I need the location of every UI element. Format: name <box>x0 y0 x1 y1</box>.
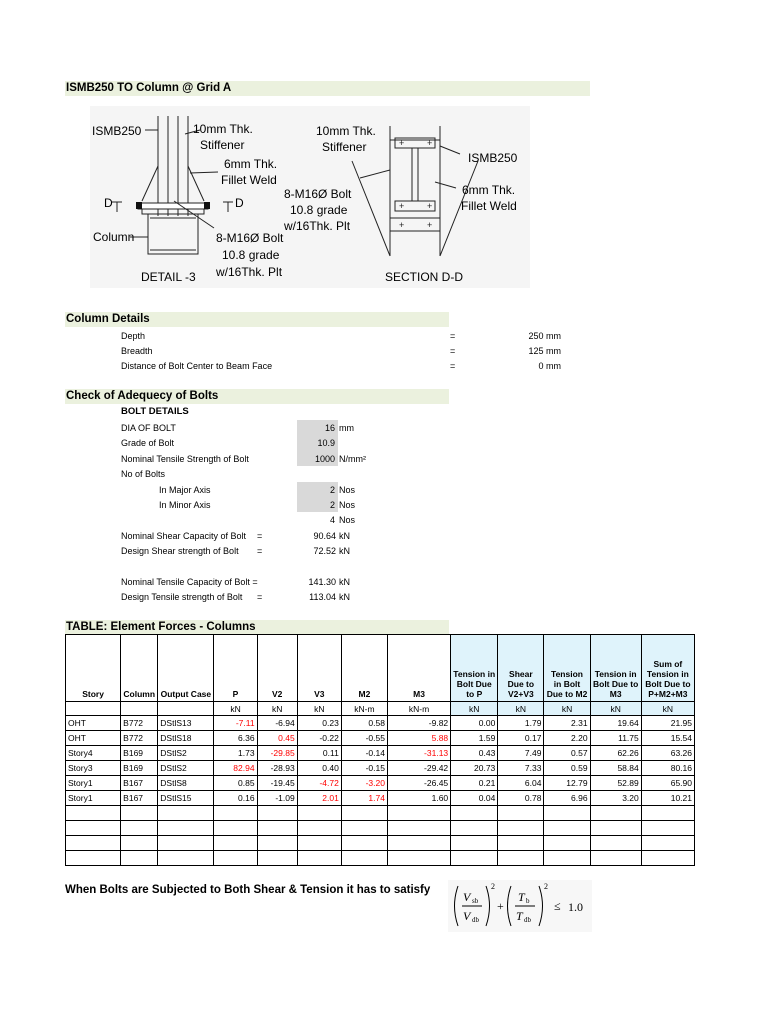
table-cell: -1.09 <box>257 791 297 806</box>
table-cell: 0.43 <box>451 746 498 761</box>
nominal-shear-eq: = <box>257 531 263 541</box>
svg-text:+: + <box>399 138 405 148</box>
element-forces-table <box>65 634 695 866</box>
table-cell: DStlS2 <box>158 761 214 776</box>
detail-weld-label-1: 6mm Thk. <box>224 157 278 171</box>
table-cell: B772 <box>121 731 158 746</box>
dia-unit: mm <box>339 423 354 433</box>
table-cell: 3.20 <box>590 791 641 806</box>
table-cell: -19.45 <box>257 776 297 791</box>
nominal-shear-unit: kN <box>339 531 350 541</box>
table-row <box>66 791 695 806</box>
table-units-row <box>66 702 695 716</box>
table-cell: 1.79 <box>498 716 544 731</box>
unit-cell: kN <box>257 702 297 716</box>
design-shear-unit: kN <box>339 546 350 556</box>
minor-axis-label: In Minor Axis <box>159 500 211 510</box>
table-cell: Story4 <box>66 746 121 761</box>
table-cell: 19.64 <box>590 716 641 731</box>
table-cell: B167 <box>121 776 158 791</box>
total-bolts-unit: Nos <box>339 515 356 525</box>
table-cell: -29.42 <box>387 761 450 776</box>
table-cell: 80.16 <box>641 761 694 776</box>
section-title-bolt-check: Check of Adequecy of Bolts <box>65 389 449 404</box>
table-cell: OHT <box>66 716 121 731</box>
header-column: Column <box>121 635 158 702</box>
table-cell: -7.11 <box>214 716 257 731</box>
bolt-distance-value: 0 mm <box>538 361 561 371</box>
nominal-tensile-value: 141.30 <box>308 577 336 587</box>
detail-stiffener-label-2: Stiffener <box>200 138 245 152</box>
bolt-details-subtitle: BOLT DETAILS <box>121 406 189 417</box>
section-title-connection: ISMB250 TO Column @ Grid A <box>65 81 590 96</box>
table-cell: 0.59 <box>544 761 590 776</box>
design-shear-value: 72.52 <box>313 546 336 556</box>
header-shear-v2v3: Shear Due to V2+V3 <box>498 635 544 702</box>
breadth-value: 125 mm <box>528 346 561 356</box>
header-m2: M2 <box>341 635 387 702</box>
header-tension-m3: Tension in Bolt Due to M3 <box>590 635 641 702</box>
design-shear-eq: = <box>257 546 263 556</box>
svg-text:+: + <box>427 220 433 230</box>
unit-cell <box>121 702 158 716</box>
unit-cell: kN <box>451 702 498 716</box>
bolt-distance-label: Distance of Bolt Center to Beam Face <box>121 361 273 371</box>
unit-cell: kN <box>214 702 257 716</box>
formula-vdb: V <box>463 909 471 923</box>
table-row <box>66 731 695 746</box>
table-cell: -6.94 <box>257 716 297 731</box>
section-title-column-details: Column Details <box>65 312 449 327</box>
header-m3: M3 <box>387 635 450 702</box>
header-tension-sum: Sum of Tension in Bolt Due to P+M2+M3 <box>641 635 694 702</box>
table-cell: DStlS15 <box>158 791 214 806</box>
no-of-bolts-label: No of Bolts <box>121 469 166 479</box>
table-cell: 63.26 <box>641 746 694 761</box>
table-cell: 0.45 <box>257 731 297 746</box>
table-row-empty <box>66 806 695 821</box>
formula-tb: T <box>518 890 525 904</box>
table-cell: 11.75 <box>590 731 641 746</box>
section-bolt-label-2: 10.8 grade <box>290 203 348 217</box>
detail-column-label: Column <box>93 230 135 244</box>
table-cell: B169 <box>121 761 158 776</box>
table-cell: 0.23 <box>297 716 341 731</box>
table-cell: 0.16 <box>214 791 257 806</box>
header-v3: V3 <box>297 635 341 702</box>
major-axis-value: 2 <box>329 485 335 495</box>
formula-vdb-sub: db <box>472 916 479 924</box>
grade-label: Grade of Bolt <box>121 438 175 448</box>
minor-axis-value: 2 <box>329 500 335 510</box>
header-p: P <box>214 635 257 702</box>
formula-tb-sub: b <box>526 897 530 905</box>
detail-caption: DETAIL -3 <box>141 270 196 284</box>
tensile-unit: N/mm² <box>339 454 366 464</box>
svg-text:+: + <box>399 220 405 230</box>
table-cell: 6.04 <box>498 776 544 791</box>
formula-tdb: T <box>516 909 523 923</box>
table-cell: -0.15 <box>341 761 387 776</box>
formula-vsb: V <box>463 890 471 904</box>
table-cell: B169 <box>121 746 158 761</box>
table-cell: 1.59 <box>451 731 498 746</box>
nominal-shear-value: 90.64 <box>313 531 336 541</box>
table-cell: -0.55 <box>341 731 387 746</box>
unit-cell <box>66 702 121 716</box>
unit-cell: kN-m <box>341 702 387 716</box>
header-tension-p: Tension in Bolt Due to P <box>451 635 498 702</box>
table-cell: Story1 <box>66 791 121 806</box>
section-title-element-forces: TABLE: Element Forces - Columns <box>65 620 449 635</box>
breadth-eq: = <box>450 346 456 356</box>
table-cell: 0.11 <box>297 746 341 761</box>
grade-value: 10.9 <box>317 438 335 448</box>
table-row-empty <box>66 836 695 851</box>
table-cell: B167 <box>121 791 158 806</box>
interaction-check-text: When Bolts are Subjected to Both Shear & Tension it has to satisfy <box>65 884 431 896</box>
table-cell: -29.85 <box>257 746 297 761</box>
header-v2: V2 <box>257 635 297 702</box>
dia-label: DIA OF BOLT <box>121 423 176 433</box>
major-axis-unit: Nos <box>339 485 356 495</box>
detail-beam-label: ISMB250 <box>92 124 142 138</box>
table-row-empty <box>66 821 695 836</box>
table-cell: -4.72 <box>297 776 341 791</box>
section-caption: SECTION D-D <box>385 270 463 284</box>
nominal-tensile-label: Nominal Tensile Capacity of Bolt = <box>121 577 258 587</box>
table-cell: 7.33 <box>498 761 544 776</box>
nominal-tensile-unit: kN <box>339 577 350 587</box>
dia-value: 16 <box>324 423 335 433</box>
design-tensile-label: Design Tensile strength of Bolt <box>121 592 243 602</box>
major-axis-label: In Major Axis <box>159 485 211 495</box>
section-stiffener-label-2: Stiffener <box>322 140 367 154</box>
formula-vsb-sub: sb <box>472 897 479 905</box>
interaction-formula <box>448 880 592 932</box>
table-cell: 0.78 <box>498 791 544 806</box>
table-cell: Story3 <box>66 761 121 776</box>
table-cell: 6.96 <box>544 791 590 806</box>
table-cell: 1.74 <box>341 791 387 806</box>
svg-text:+: + <box>427 201 433 211</box>
unit-cell <box>158 702 214 716</box>
section-bolt-label-3: w/16Thk. Plt <box>284 219 351 233</box>
detail-section-mark-left: D <box>104 196 113 210</box>
bolt-distance-eq: = <box>450 361 456 371</box>
table-cell: -9.82 <box>387 716 450 731</box>
table-cell: 82.94 <box>214 761 257 776</box>
formula-rhs: 1.0 <box>568 900 583 914</box>
table-header-row <box>66 635 695 702</box>
design-tensile-unit: kN <box>339 592 350 602</box>
table-cell: 6.36 <box>214 731 257 746</box>
unit-cell: kN <box>590 702 641 716</box>
unit-cell: kN <box>498 702 544 716</box>
tensile-label: Nominal Tensile Strength of Bolt <box>121 454 249 464</box>
unit-cell: kN <box>297 702 341 716</box>
table-cell: 2.31 <box>544 716 590 731</box>
breadth-label: Breadth <box>121 346 153 356</box>
table-cell: -0.14 <box>341 746 387 761</box>
table-cell: 0.21 <box>451 776 498 791</box>
table-cell: 0.85 <box>214 776 257 791</box>
table-cell: -26.45 <box>387 776 450 791</box>
table-row-empty <box>66 851 695 866</box>
svg-text:+: + <box>399 201 405 211</box>
table-cell: 12.79 <box>544 776 590 791</box>
table-cell: DStlS13 <box>158 716 214 731</box>
table-cell: -28.93 <box>257 761 297 776</box>
table-cell: B772 <box>121 716 158 731</box>
table-cell: 62.26 <box>590 746 641 761</box>
formula-exp-1: 2 <box>491 882 495 891</box>
detail-weld-label-2: Fillet Weld <box>221 173 277 187</box>
detail-stiffener-label-1: 10mm Thk. <box>193 122 253 136</box>
table-cell: 10.21 <box>641 791 694 806</box>
section-bolt-label-1: 8-M16Ø Bolt <box>284 187 352 201</box>
detail-section-mark-right: D <box>235 196 244 210</box>
table-cell: 5.88 <box>387 731 450 746</box>
table-cell: 0.40 <box>297 761 341 776</box>
header-output-case: Output Case <box>158 635 214 702</box>
table-cell: 52.89 <box>590 776 641 791</box>
design-tensile-value: 113.04 <box>309 592 336 602</box>
table-cell: Story1 <box>66 776 121 791</box>
formula-tdb-sub: db <box>524 916 531 924</box>
table-cell: 0.00 <box>451 716 498 731</box>
unit-cell: kN-m <box>387 702 450 716</box>
table-cell: OHT <box>66 731 121 746</box>
detail-bolt-label-3: w/16Thk. Plt <box>216 265 283 279</box>
header-story: Story <box>66 635 121 702</box>
svg-text:+: + <box>427 138 433 148</box>
table-cell: 20.73 <box>451 761 498 776</box>
unit-cell: kN <box>641 702 694 716</box>
table-cell: 1.73 <box>214 746 257 761</box>
table-cell: 15.54 <box>641 731 694 746</box>
table-cell: -3.20 <box>341 776 387 791</box>
table-cell: 0.17 <box>498 731 544 746</box>
table-cell: 7.49 <box>498 746 544 761</box>
table-cell: 0.58 <box>341 716 387 731</box>
total-bolts-value: 4 <box>329 515 335 525</box>
section-stiffener-label-1: 10mm Thk. <box>316 124 376 138</box>
formula-plus: + <box>497 899 504 913</box>
table-cell: 0.04 <box>451 791 498 806</box>
formula-leq: ≤ <box>554 899 561 913</box>
table-cell: 58.84 <box>590 761 641 776</box>
section-weld-label-1: 6mm Thk. <box>462 183 516 197</box>
depth-label: Depth <box>121 331 146 341</box>
table-cell: 0.57 <box>544 746 590 761</box>
tensile-value: 1000 <box>314 454 335 464</box>
table-row <box>66 716 695 731</box>
table-cell: DStlS2 <box>158 746 214 761</box>
depth-eq: = <box>450 331 456 341</box>
table-cell: 65.90 <box>641 776 694 791</box>
table-row <box>66 746 695 761</box>
detail-bolt-label-1: 8-M16Ø Bolt <box>216 231 284 245</box>
minor-axis-unit: Nos <box>339 500 356 510</box>
table-cell: 2.20 <box>544 731 590 746</box>
table-cell: DStlS8 <box>158 776 214 791</box>
table-cell: 2.01 <box>297 791 341 806</box>
table-cell: 21.95 <box>641 716 694 731</box>
section-beam-label: ISMB250 <box>468 151 518 165</box>
table-cell: 1.60 <box>387 791 450 806</box>
table-cell: DStlS18 <box>158 731 214 746</box>
design-shear-label: Design Shear strength of Bolt <box>121 546 239 556</box>
table-row <box>66 761 695 776</box>
section-weld-label-2: Fillet Weld <box>461 199 517 213</box>
formula-exp-2: 2 <box>544 882 548 891</box>
table-cell: -31.13 <box>387 746 450 761</box>
depth-value: 250 mm <box>528 331 561 341</box>
design-tensile-eq: = <box>257 592 263 602</box>
detail-bolt-label-2: 10.8 grade <box>222 248 280 262</box>
header-tension-m2: Tension in Bolt Due to M2 <box>544 635 590 702</box>
nominal-shear-label: Nominal Shear Capacity of Bolt <box>121 531 247 541</box>
table-cell: -0.22 <box>297 731 341 746</box>
table-row <box>66 776 695 791</box>
unit-cell: kN <box>544 702 590 716</box>
